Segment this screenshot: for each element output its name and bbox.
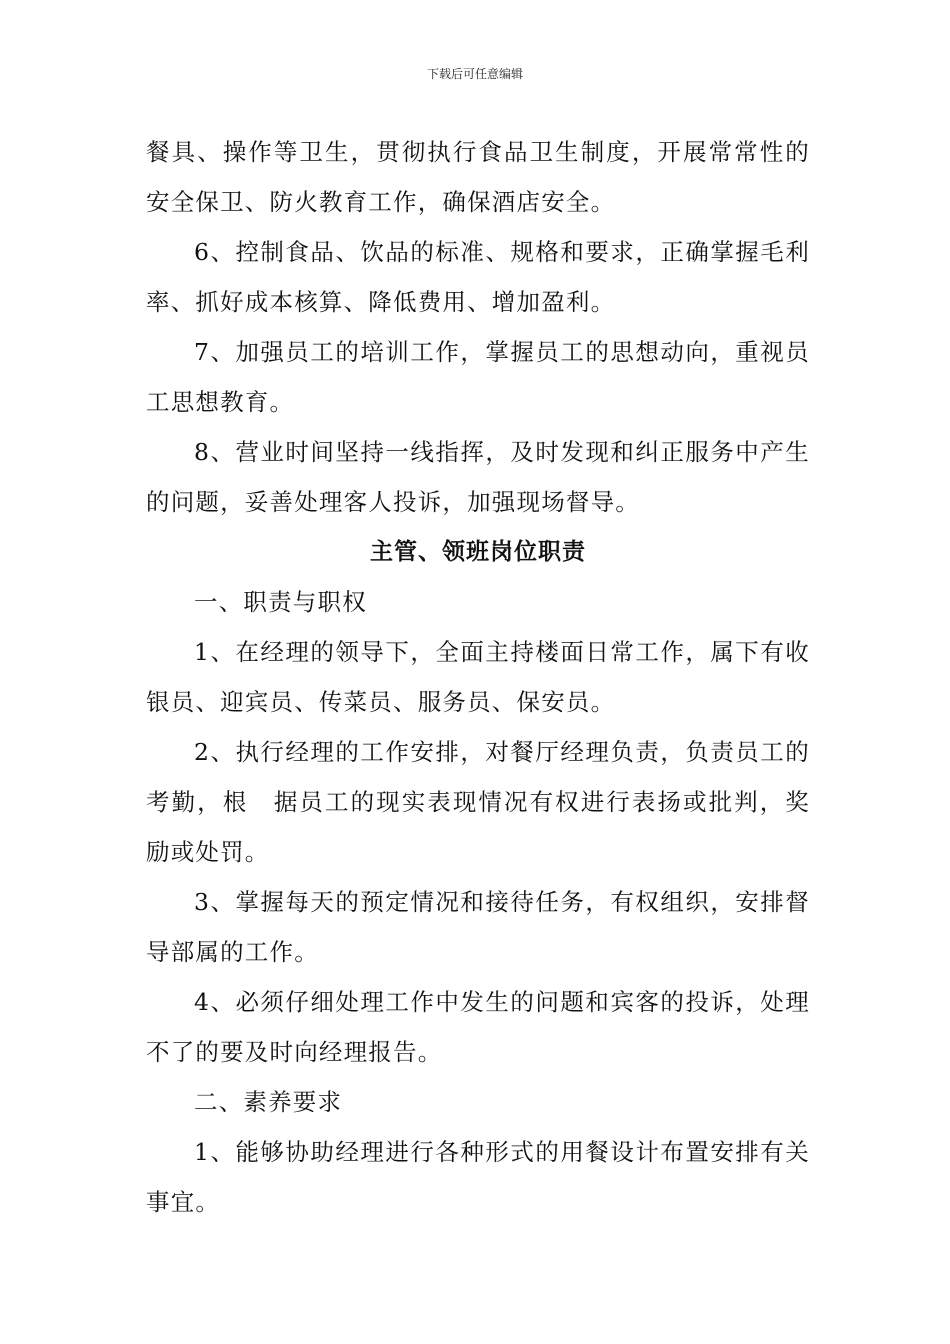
paragraph: 1、能够协助经理进行各种形式的用餐设计布置安排有关事宜。 xyxy=(146,1138,810,1216)
paragraph: 8、营业时间坚持一线指挥，及时发现和纠正服务中产生的问题，妥善处理客人投诉，加强现场督导。 xyxy=(146,438,810,516)
paragraph: 6、控制食品、饮品的标准、规格和要求，正确掌握毛利率、抓好成本核算、降低费用、增加盈利。 xyxy=(146,238,810,316)
paragraph: 3、掌握每天的预定情况和接待任务，有权组织，安排督导部属的工作。 xyxy=(146,888,810,966)
document-body xyxy=(146,127,810,1227)
paragraph: 4、必须仔细处理工作中发生的问题和宾客的投诉，处理不了的要及时向经理报告。 xyxy=(146,988,810,1066)
paragraph: 2、执行经理的工作安排，对餐厅经理负责，负责员工的考勤，根 据员工的现实表现情况有权进行表扬或批判，奖励或处罚。 xyxy=(146,738,810,866)
section-subheading: 二、素养要求 xyxy=(194,1088,343,1116)
paragraph: 1、在经理的领导下，全面主持楼面日常工作，属下有收银员、迎宾员、传菜员、服务员、保安员。 xyxy=(146,638,810,716)
paragraph: 餐具、操作等卫生，贯彻执行食品卫生制度，开展常常性的安全保卫、防火教育工作，确保酒店安全。 xyxy=(146,138,810,216)
page-header: 下载后可任意编辑 xyxy=(426,67,523,81)
section-subheading: 一、职责与职权 xyxy=(194,588,367,616)
paragraph: 7、加强员工的培训工作，掌握员工的思想动向，重视员工思想教育。 xyxy=(146,338,810,416)
section-heading: 主管、领班岗位职责 xyxy=(370,539,586,565)
